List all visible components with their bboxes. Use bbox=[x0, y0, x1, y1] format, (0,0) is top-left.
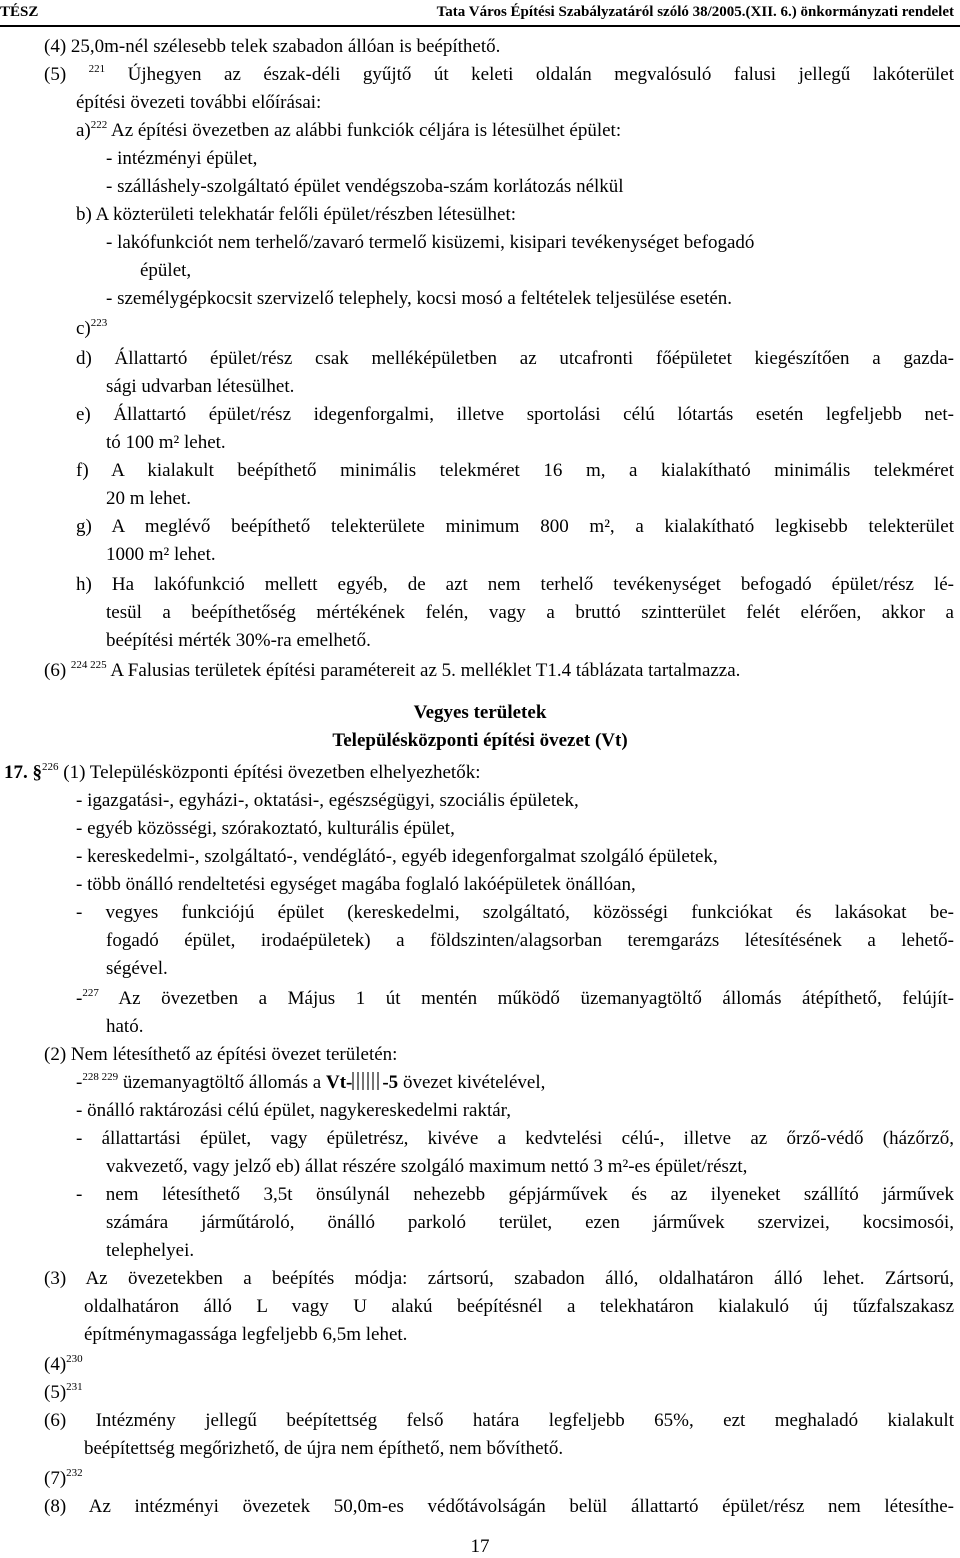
text-line: $(7)^{232}$ bbox=[44, 1467, 83, 1489]
list-item: ségével. bbox=[106, 958, 168, 979]
text-line: 17. §$^{226}$ (1) Településközponti építési övezetben elhelyezhetők: bbox=[4, 761, 481, 783]
list-item: számára járműtároló, önálló parkoló terület, ezen járművek szervizei, kocsimosói, bbox=[106, 1212, 954, 1233]
text-line: tesül a beépíthetőség mértékének felén, vagy a bruttó szintterület felét elérően, akkor a bbox=[106, 602, 954, 623]
text-line: 20 m lehet. bbox=[106, 488, 191, 509]
text-line: e) Állattartó épület/rész idegenforgalmi, illetve sportolási célú lótartás esetén legfeljebb net- bbox=[76, 404, 954, 425]
text-line: beépítési mérték 30%-ra emelhető. bbox=[106, 630, 371, 651]
list-item: telephelyei. bbox=[106, 1240, 195, 1261]
text-line: c)$^{223}$ bbox=[76, 317, 108, 339]
text-line: (2) Nem létesíthető az építési övezet területén: bbox=[44, 1044, 398, 1065]
list-item: - önálló raktározási célú épület, nagykereskedelmi raktár, bbox=[76, 1100, 511, 1121]
text-line: d) Állattartó épület/rész csak melléképületben az utcafronti főépületet kiegészítően a gazda- bbox=[76, 348, 954, 369]
text-line: $(5)^{231}$ bbox=[44, 1381, 83, 1403]
header-left: TÉSZ bbox=[0, 4, 39, 20]
page-header bbox=[0, 0, 960, 26]
text-line: $(4)^{230}$ bbox=[44, 1353, 83, 1375]
text-line: g) A meglévő beépíthető telekterülete minimum 800 m², a kialakítható legkisebb telekterület bbox=[76, 516, 954, 537]
text-line: építménymagassága legfeljebb 6,5m lehet. bbox=[84, 1324, 408, 1345]
text-line: sági udvarban létesülhet. bbox=[106, 376, 295, 397]
header-title: Tata Város Építési Szabályzatáról szóló 38/2005.(XII. 6.) önkormányzati rendelet bbox=[436, 4, 954, 20]
text-line: épület, bbox=[140, 260, 192, 281]
list-item: vakvezető, vagy jelző eb) állat részére szolgáló maximum nettó 3 m²-es épület/részt, bbox=[106, 1156, 748, 1177]
text-line: - szálláshely-szolgáltató épület vendégszoba-szám korlátozás nélkül bbox=[106, 176, 624, 197]
text-line: a)$^{222}$ Az építési övezetben az alábbi funkciók céljára is létesülhet épület: bbox=[76, 119, 622, 141]
section-heading: Vegyes területek bbox=[413, 702, 547, 723]
text-line: (5) $^{221}$ Újhegyen az észak-déli gyűjtő út keleti oldalán megvalósuló falusi jellegű lakóterület bbox=[44, 63, 955, 85]
list-item: - vegyes funkciójú épület (kereskedelmi, szolgáltató, közösségi funkciókat és lakásokat be- bbox=[76, 902, 954, 923]
page-number: 17 bbox=[470, 1536, 490, 1557]
text-line: - személygépkocsit szervizelő telephely, kocsi mosó a feltételek teljesülése esetén. bbox=[106, 288, 733, 309]
text-line: - intézményi épület, bbox=[106, 148, 258, 169]
text-line: (6) $^{224 225}$ A Falusias területek építési paramétereit az 5. melléklet T1.4 táblázata tartalmazza. bbox=[44, 659, 741, 681]
list-item: - egyéb közösségi, szórakoztató, kulturális épület, bbox=[76, 818, 455, 839]
text-line: 1000 m² lehet. bbox=[106, 544, 216, 565]
list-item: - állattartási épület, vagy épületrész, kivéve a kedvtelési célú-, illetve az őrző-védő (házőrző, bbox=[76, 1128, 954, 1149]
text-line: - lakófunkciót nem terhelő/zavaró termelő kisüzemi, kisipari tevékenységet befogadó bbox=[106, 232, 755, 253]
text-line: oldalhatáron álló L vagy U alakú beépítésnél a telekhatáron kialakuló új tűzfalszakasz bbox=[84, 1296, 954, 1317]
list-item: -$^{227}$ Az övezetben a Május 1 út mentén működő üzemanyagtöltő állomás átépíthető, felújít- bbox=[76, 987, 954, 1009]
text-line: (6) Intézmény jellegű beépítettség felső határa legfeljebb 65%, ezt meghaladó kialakult bbox=[44, 1410, 954, 1431]
text-line: f) A kialakult beépíthető minimális telekméret 16 m, a kialakítható minimális telekméret bbox=[76, 460, 954, 481]
text-line: (4) 25,0m-nél szélesebb telek szabadon állóan is beépíthető. bbox=[44, 36, 501, 57]
list-item: - nem létesíthető 3,5t önsúlynál nehezebb gépjárművek és az ilyeneket szállító járművek bbox=[76, 1184, 954, 1205]
text-line: b) A közterületi telekhatár felőli épület/részben létesülhet: bbox=[76, 204, 516, 225]
text-line: tó 100 m² lehet. bbox=[106, 432, 226, 453]
section-subheading: Településközponti építési övezet (Vt) bbox=[332, 730, 628, 751]
list-item: ható. bbox=[106, 1016, 144, 1037]
list-item: - több önálló rendeltetési egységet magába foglaló lakóépületek önállóan, bbox=[76, 874, 636, 895]
header-rule bbox=[0, 25, 960, 27]
text-line: (8) Az intézményi övezetek 50,0m-es védőtávolságán belül állattartó épület/rész nem létesíthe- bbox=[44, 1496, 954, 1517]
text-line: h) Ha lakófunkció mellett egyéb, de azt nem terhelő tevékenységet befogadó épület/rész lé- bbox=[76, 574, 954, 595]
text-line: építési övezeti további előírásai: bbox=[76, 92, 322, 113]
list-item: fogadó épület, irodaépületek) a földszinten/alagsorban teremgarázs létesítésének a lehető- bbox=[106, 930, 954, 951]
list-item: -$^{228 229}$ üzemanyagtöltő állomás a Vt- -5 övezet kivételével, bbox=[76, 1071, 546, 1093]
list-item: - igazgatási-, egyházi-, oktatási-, egészségügyi, szociális épületek, bbox=[76, 790, 579, 811]
garbled-glyph-icon bbox=[352, 1072, 382, 1090]
text-line: beépítettség megőrizhető, de újra nem építhető, nem bővíthető. bbox=[84, 1438, 564, 1459]
list-item: - kereskedelmi-, szolgáltató-, vendéglátó-, egyéb idegenforgalmat szolgáló épületek, bbox=[76, 846, 718, 867]
text-line: (3) Az övezetekben a beépítés módja: zártsorú, szabadon álló, oldalhatáron álló lehet. Zártsorú, bbox=[44, 1268, 954, 1289]
